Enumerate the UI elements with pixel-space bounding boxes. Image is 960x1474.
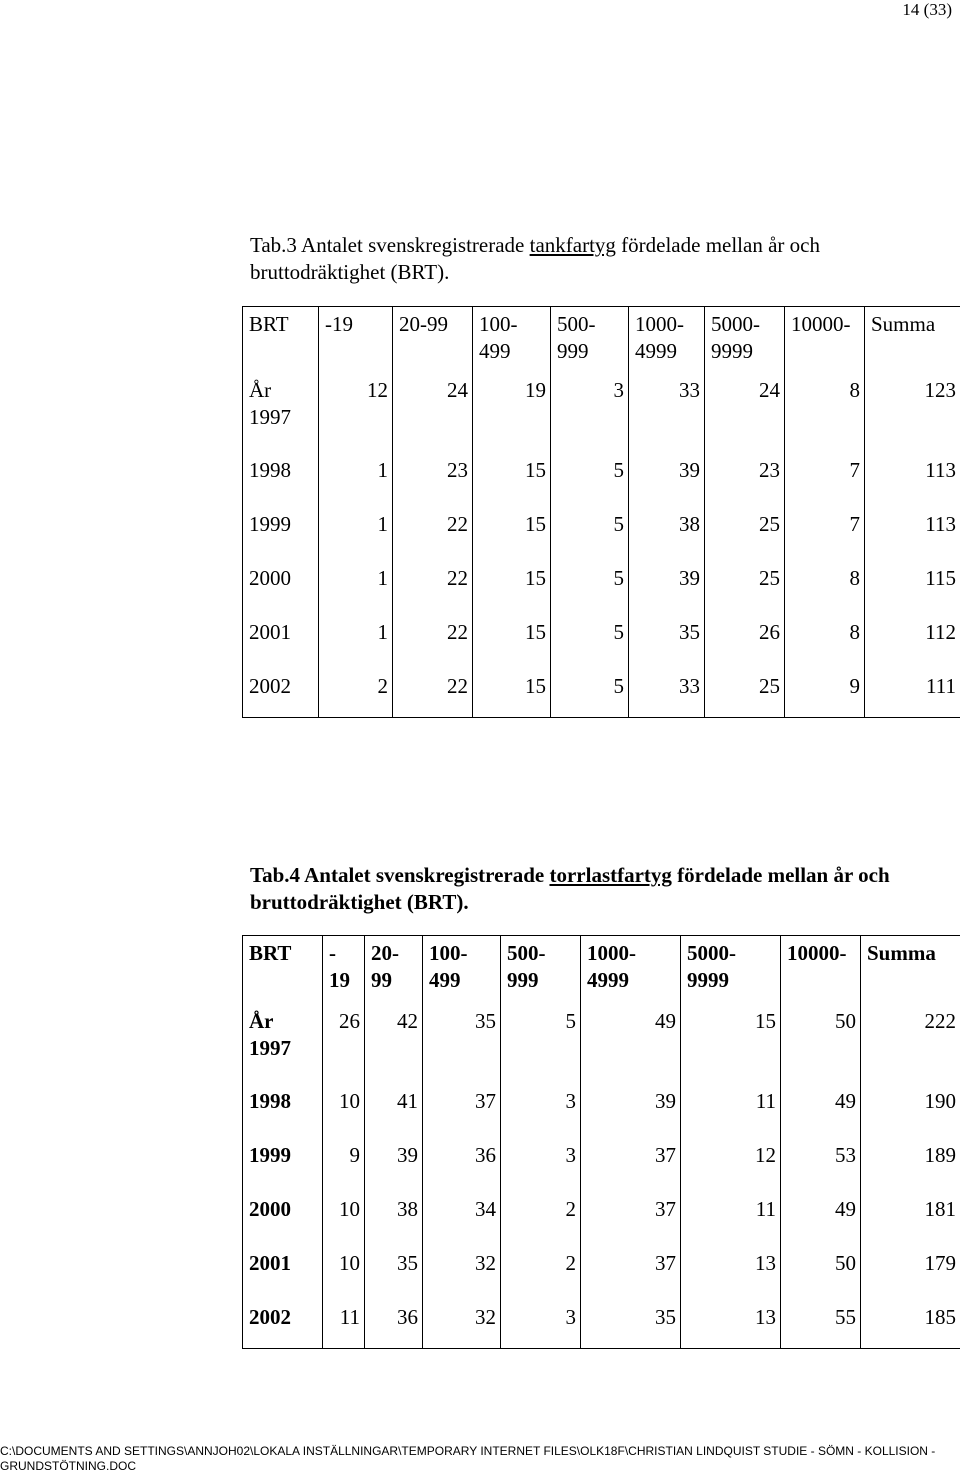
value-cell: 25 [705,669,785,718]
value-cell: 9 [785,669,865,718]
value-cell: 115 [865,561,960,615]
value-cell: 5 [501,1004,581,1084]
year-cell: 2001 [243,1246,323,1300]
value-cell: 3 [501,1084,581,1138]
value-cell: 2 [319,669,393,718]
value-cell: 37 [581,1246,681,1300]
value-cell: 38 [365,1192,423,1246]
column-header: Summa [861,936,960,1005]
value-cell: 15 [473,507,551,561]
column-header: Summa [865,307,960,374]
value-cell: 35 [581,1300,681,1349]
caption-text-end: fördelade mellan år och bruttodräktighet (BRT). [250,863,890,914]
value-cell: 15 [681,1004,781,1084]
value-cell: 23 [393,453,473,507]
value-cell: 24 [393,373,473,453]
value-cell: 222 [861,1004,960,1084]
value-cell: 26 [705,615,785,669]
value-cell: 42 [365,1004,423,1084]
column-header: 5000- 9999 [705,307,785,374]
value-cell: 10 [323,1192,365,1246]
caption-underlined-term: tankfartyg [530,233,616,257]
value-cell: 34 [423,1192,501,1246]
value-cell: 19 [473,373,551,453]
value-cell: 41 [365,1084,423,1138]
column-header: 500- 999 [501,936,581,1005]
column-header: 10000- [781,936,861,1005]
value-cell: 2 [501,1192,581,1246]
column-header: - 19 [323,936,365,1005]
tankfartyg-table [242,306,960,718]
year-cell: 2000 [243,561,319,615]
header-row [243,307,960,374]
table-row [243,561,960,615]
value-cell: 37 [581,1192,681,1246]
value-cell: 1 [319,507,393,561]
value-cell: 22 [393,561,473,615]
value-cell: 8 [785,615,865,669]
table-row [243,1192,960,1246]
header-row [243,936,960,1005]
value-cell: 32 [423,1300,501,1349]
column-header: 500- 999 [551,307,629,374]
table-row [243,1138,960,1192]
value-cell: 12 [319,373,393,453]
year-cell: 2000 [243,1192,323,1246]
value-cell: 22 [393,615,473,669]
column-header: 100- 499 [423,936,501,1005]
column-header: 5000- 9999 [681,936,781,1005]
value-cell: 39 [581,1084,681,1138]
value-cell: 1 [319,453,393,507]
value-cell: 26 [323,1004,365,1084]
caption-text: Tab.4 Antalet svenskregistrerade [250,863,549,887]
value-cell: 12 [681,1138,781,1192]
value-cell: 10 [323,1246,365,1300]
value-cell: 37 [423,1084,501,1138]
value-cell: 24 [705,373,785,453]
value-cell: 22 [393,669,473,718]
table-4-caption [250,862,950,916]
value-cell: 3 [551,373,629,453]
table-row [243,669,960,718]
value-cell: 33 [629,373,705,453]
value-cell: 11 [323,1300,365,1349]
value-cell: 8 [785,373,865,453]
column-header: 20- 99 [365,936,423,1005]
value-cell: 39 [629,453,705,507]
table-row [243,1084,960,1138]
value-cell: 50 [781,1246,861,1300]
year-cell: 1999 [243,507,319,561]
torrlastfartyg-table [242,935,960,1349]
value-cell: 9 [323,1138,365,1192]
file-path-footer: C:\DOCUMENTS AND SETTINGS\ANNJOH02\LOKALA INSTÄLLNINGAR\TEMPORARY INTERNET FILES\OLK18F\CHRISTIAN LINDQUIST STUDIE - SÖMN - KOLLISION - GRUNDSTÖTNING.DOC [0,1444,960,1474]
value-cell: 8 [785,561,865,615]
year-cell: 1998 [243,453,319,507]
value-cell: 179 [861,1246,960,1300]
table-row [243,1300,960,1349]
value-cell: 189 [861,1138,960,1192]
year-cell: 2002 [243,1300,323,1349]
value-cell: 15 [473,615,551,669]
value-cell: 112 [865,615,960,669]
value-cell: 123 [865,373,960,453]
brt-header-cell: BRT [243,307,319,374]
value-cell: 39 [629,561,705,615]
value-cell: 3 [501,1300,581,1349]
value-cell: 111 [865,669,960,718]
column-header: 10000- [785,307,865,374]
value-cell: 49 [781,1084,861,1138]
value-cell: 25 [705,507,785,561]
value-cell: 22 [393,507,473,561]
value-cell: 13 [681,1300,781,1349]
value-cell: 5 [551,453,629,507]
value-cell: 38 [629,507,705,561]
value-cell: 3 [501,1138,581,1192]
table-row [243,507,960,561]
table-row [243,373,960,453]
year-cell: 2002 [243,669,319,718]
value-cell: 15 [473,453,551,507]
table-row [243,615,960,669]
brt-header-cell: BRT [243,936,323,1005]
value-cell: 190 [861,1084,960,1138]
value-cell: 23 [705,453,785,507]
value-cell: 113 [865,453,960,507]
table-3-caption [250,232,950,286]
caption-text: Tab.3 Antalet svenskregistrerade [250,233,530,257]
table-row [243,453,960,507]
value-cell: 10 [323,1084,365,1138]
value-cell: 5 [551,561,629,615]
value-cell: 1 [319,615,393,669]
value-cell: 15 [473,561,551,615]
value-cell: 53 [781,1138,861,1192]
value-cell: 35 [423,1004,501,1084]
value-cell: 11 [681,1084,781,1138]
value-cell: 13 [681,1246,781,1300]
value-cell: 7 [785,507,865,561]
table-row [243,1246,960,1300]
value-cell: 33 [629,669,705,718]
value-cell: 113 [865,507,960,561]
value-cell: 55 [781,1300,861,1349]
value-cell: 181 [861,1192,960,1246]
value-cell: 1 [319,561,393,615]
year-cell: År 1997 [243,373,319,453]
value-cell: 50 [781,1004,861,1084]
value-cell: 7 [785,453,865,507]
value-cell: 35 [365,1246,423,1300]
page-number: 14 (33) [902,0,952,20]
year-cell: 1998 [243,1084,323,1138]
value-cell: 2 [501,1246,581,1300]
column-header: 1000- 4999 [581,936,681,1005]
value-cell: 5 [551,507,629,561]
value-cell: 36 [365,1300,423,1349]
value-cell: 5 [551,615,629,669]
caption-underlined-term: torrlastfartyg [549,863,671,887]
table-row [243,1004,960,1084]
value-cell: 49 [781,1192,861,1246]
value-cell: 11 [681,1192,781,1246]
value-cell: 37 [581,1138,681,1192]
value-cell: 25 [705,561,785,615]
column-header: 1000- 4999 [629,307,705,374]
column-header: 100- 499 [473,307,551,374]
value-cell: 36 [423,1138,501,1192]
value-cell: 35 [629,615,705,669]
year-cell: 1999 [243,1138,323,1192]
value-cell: 39 [365,1138,423,1192]
year-cell: 2001 [243,615,319,669]
column-header: -19 [319,307,393,374]
column-header: 20-99 [393,307,473,374]
caption-text-end: fördelade mellan år och bruttodräktighet (BRT). [250,233,820,284]
value-cell: 185 [861,1300,960,1349]
value-cell: 5 [551,669,629,718]
value-cell: 15 [473,669,551,718]
year-cell: År 1997 [243,1004,323,1084]
value-cell: 32 [423,1246,501,1300]
value-cell: 49 [581,1004,681,1084]
